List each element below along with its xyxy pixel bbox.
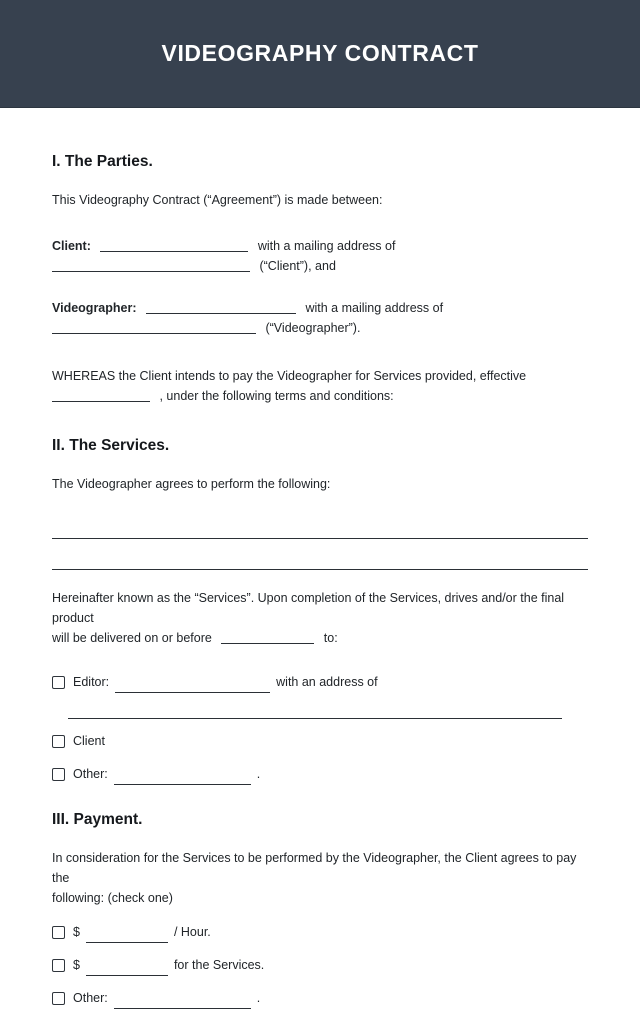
document-header-banner bbox=[0, 0, 640, 108]
section-heading-payment: III. Payment. bbox=[52, 811, 143, 828]
editor-name-blank-field[interactable] bbox=[115, 681, 270, 693]
services-description-blank-line-1[interactable] bbox=[52, 538, 588, 539]
document-body bbox=[0, 152, 640, 1008]
payment-option-flat-row bbox=[52, 955, 588, 975]
delivery-date-blank-field[interactable] bbox=[221, 632, 314, 644]
whereas-line2-text: , under the following terms and conditions: bbox=[159, 389, 394, 403]
videographer-label: Videographer: bbox=[52, 301, 137, 315]
delivery-option-client-row bbox=[52, 731, 588, 751]
section-heading-parties: I. The Parties. bbox=[52, 153, 153, 170]
payment-option-other-row bbox=[52, 988, 588, 1008]
videographer-name-blank-field[interactable] bbox=[146, 302, 296, 314]
hourly-suffix-text: / Hour. bbox=[173, 925, 211, 939]
payment-intro-text bbox=[52, 848, 588, 908]
client-address-row bbox=[52, 256, 588, 276]
videographer-address-blank-field[interactable] bbox=[52, 322, 256, 334]
delivery-other-label: Other: bbox=[73, 767, 108, 781]
client-option-label: Client bbox=[73, 734, 105, 748]
hereinafter-text: Hereinafter known as the “Services”. Upon completion of the Services, drives and/or the final product bbox=[52, 591, 565, 625]
videographer-address-row bbox=[52, 318, 588, 338]
videographer-line2-text: (“Videographer”). bbox=[265, 321, 361, 335]
delivery-other-suffix: . bbox=[256, 767, 261, 781]
client-name-blank-field[interactable] bbox=[100, 240, 248, 252]
document-title: VIDEOGRAPHY CONTRACT bbox=[161, 40, 479, 66]
delivery-after-text: to: bbox=[323, 631, 338, 645]
hourly-amount-blank-field[interactable] bbox=[86, 931, 168, 943]
effective-date-row bbox=[52, 386, 588, 406]
whereas-text: WHEREAS the Client intends to pay the Videographer for Services provided, effective bbox=[52, 369, 527, 383]
flat-suffix-text: for the Services. bbox=[173, 958, 265, 972]
payment-intro-line2: following: (check one) bbox=[52, 891, 173, 905]
payment-other-blank-field[interactable] bbox=[114, 997, 251, 1009]
editor-checkbox[interactable] bbox=[52, 676, 65, 689]
client-line2-text: (“Client”), and bbox=[259, 259, 336, 273]
payment-other-label: Other: bbox=[73, 991, 108, 1005]
delivery-option-editor-row bbox=[52, 672, 588, 692]
delivery-other-checkbox[interactable] bbox=[52, 768, 65, 781]
client-checkbox[interactable] bbox=[52, 735, 65, 748]
videographer-name-row bbox=[52, 298, 588, 318]
payment-other-suffix: . bbox=[256, 991, 261, 1005]
payment-other-checkbox[interactable] bbox=[52, 992, 65, 1005]
delivery-option-other-row bbox=[52, 764, 588, 784]
flat-fee-checkbox[interactable] bbox=[52, 959, 65, 972]
parties-intro-text: This Videography Contract (“Agreement”) is made between: bbox=[52, 193, 383, 207]
payment-intro-line1: In consideration for the Services to be performed by the Videographer, the Client agrees to pay the bbox=[52, 851, 577, 885]
delivery-other-blank-field[interactable] bbox=[114, 773, 251, 785]
flat-dollar-sign: $ bbox=[73, 958, 80, 972]
client-name-row bbox=[52, 236, 588, 256]
hourly-rate-checkbox[interactable] bbox=[52, 926, 65, 939]
effective-date-blank-field[interactable] bbox=[52, 390, 150, 402]
services-description-blank-line-2[interactable] bbox=[52, 569, 588, 570]
client-after-text: with a mailing address of bbox=[257, 239, 396, 253]
hourly-dollar-sign: $ bbox=[73, 925, 80, 939]
editor-address-blank-line[interactable] bbox=[68, 718, 562, 719]
flat-amount-blank-field[interactable] bbox=[86, 964, 168, 976]
videographer-after-text: with a mailing address of bbox=[305, 301, 444, 315]
client-address-blank-field[interactable] bbox=[52, 260, 250, 272]
editor-option-label: Editor: bbox=[73, 675, 110, 689]
payment-option-hourly-row bbox=[52, 922, 588, 942]
section-heading-services: II. The Services. bbox=[52, 437, 170, 454]
delivery-date-row bbox=[52, 628, 588, 648]
services-intro-text: The Videographer agrees to perform the following: bbox=[52, 477, 331, 491]
client-label: Client: bbox=[52, 239, 91, 253]
delivery-before-text: will be delivered on or before bbox=[52, 631, 212, 645]
editor-after-text: with an address of bbox=[276, 675, 378, 689]
